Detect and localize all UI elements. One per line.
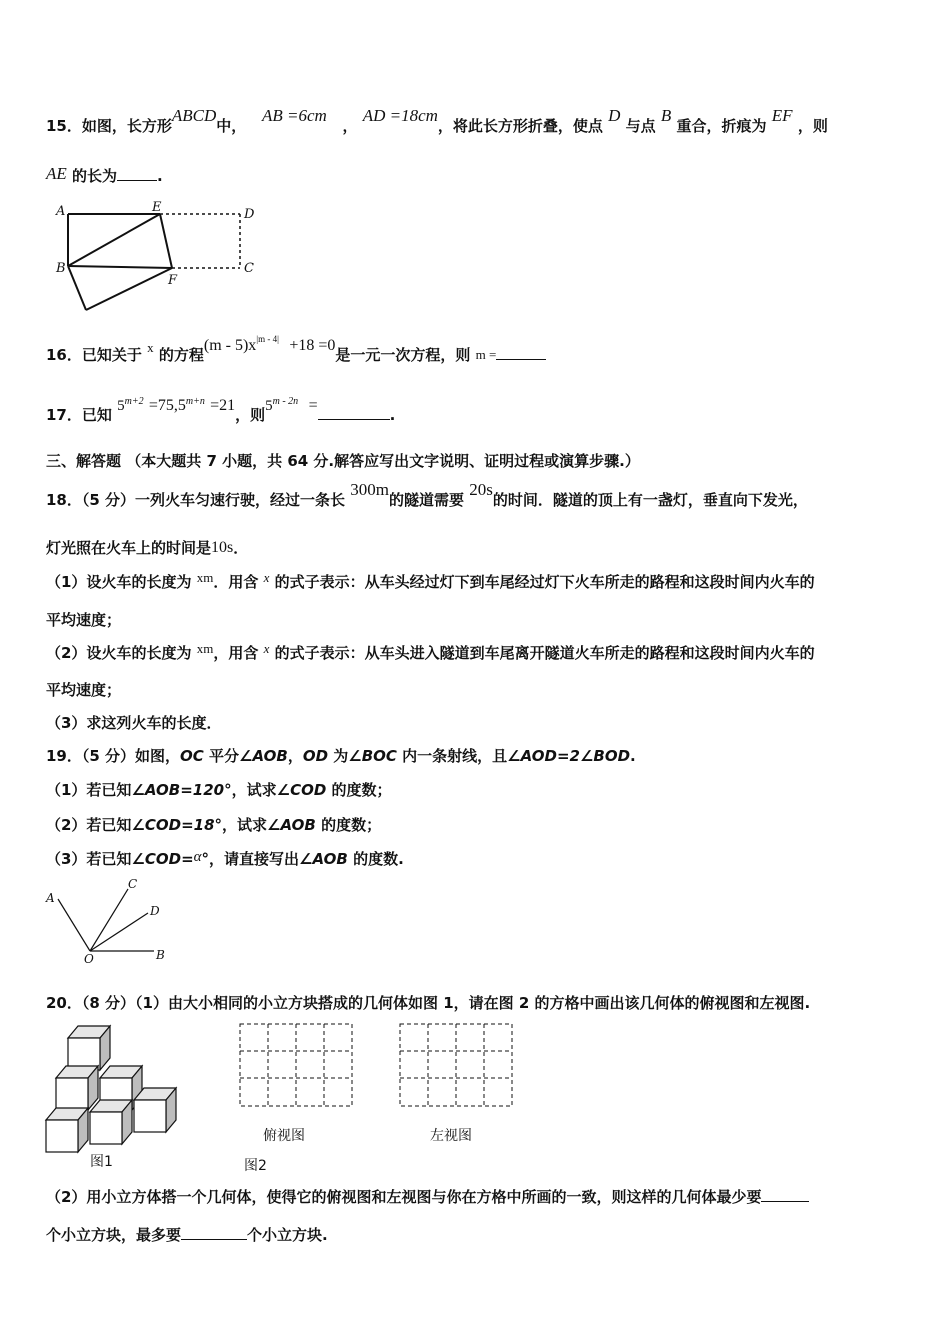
q18-p2c: 的式子表示：从车头进入隧道到车尾离开隧道火车所走的路程和这段时间内火车的 (274, 644, 815, 662)
q15-ask: 的长为 (72, 167, 118, 185)
q18-tunnel-length: 300m (350, 480, 390, 499)
q20-p2c: 个小立方块. (247, 1226, 328, 1244)
q19-p1e: 的度数； (326, 781, 392, 799)
q19-figure (40, 875, 180, 965)
q15-ab: AB =6cm (261, 106, 327, 125)
q20-max-blank[interactable] (181, 1225, 247, 1240)
q16-mid: 是一元一次方程，则 (335, 346, 471, 364)
q15-end: . (157, 167, 163, 185)
q19-label-a: A (46, 891, 55, 905)
q18-p1c: 的式子表示：从车头经过灯下到车尾经过灯下火车所走的路程和这段时间内火车的 (274, 573, 815, 591)
q19-aod-condition: AOD=2∠BOD (520, 747, 631, 765)
q19-aob: AOB (252, 747, 288, 765)
q15-ad: AD =18cm (362, 106, 438, 125)
q15-crease-be (68, 214, 160, 266)
q18-l1a: 18．（5 分）一列火车匀速行驶，经过一条长 (46, 491, 346, 509)
cube-bottom-left (46, 1108, 88, 1152)
q18-part3: （3）求这列火车的长度． (46, 714, 222, 732)
q18-part1 (46, 572, 815, 593)
q18-p2b: ，用含 (213, 644, 259, 662)
q16-answer-blank[interactable] (496, 345, 546, 360)
q15-to: 与点 (625, 117, 656, 135)
q19-l1e: 内一条射线，且∠ (396, 747, 521, 765)
q17-e3-base: 5 (265, 398, 273, 414)
q19-p2a: （2）若已知∠ (46, 816, 145, 834)
q19-part2 (46, 815, 381, 835)
q17-end: . (389, 406, 396, 424)
q18-l1c: 的时间．隧道的顶上有一盏灯，垂直向下发光， (492, 491, 808, 509)
q17-line (46, 396, 396, 428)
q15-label-e: E (152, 200, 162, 215)
q18-time: 20s (469, 480, 493, 499)
q15-label-d: D (244, 207, 255, 222)
q15-edge-bf (68, 266, 172, 268)
q19-l1f: . (630, 747, 636, 765)
q19-oc: OC (180, 747, 204, 765)
q16-eq-label: 的方程 (158, 346, 204, 364)
q15-label-c: C (244, 261, 254, 276)
q19-ray-oc (90, 889, 128, 951)
q15-point-d: D (608, 106, 621, 125)
q18-p2-xm: xm (196, 641, 214, 656)
q19-l1c: ， (287, 747, 303, 765)
left-view-caption: 左视图 (430, 1128, 472, 1144)
q19-p2d: AOB (280, 816, 316, 834)
q18-light-time: 10s (211, 539, 234, 556)
q15-label-b: B (56, 261, 66, 276)
q15-prefix: 15．如图，长方形 (46, 117, 172, 135)
cube-top (68, 1026, 110, 1070)
q17-e1-exponent: m+2 (124, 396, 144, 407)
q18-p1-xm: xm (196, 570, 214, 585)
section3-heading: 三、解答题 （本大题共 7 小题，共 64 分.解答应写出文字说明、证明过程或演算步骤.） (46, 452, 640, 470)
q15-label-f: F (168, 273, 178, 288)
q19-label-o: O (84, 952, 94, 965)
q15-figure (52, 200, 272, 315)
q15-answer-blank[interactable] (117, 166, 157, 181)
q19-p3b: COD= (144, 850, 194, 868)
q19-ray-od (90, 913, 148, 951)
q19-p1c: ，试求∠ (231, 781, 291, 799)
q18-p2-x: x (263, 641, 270, 656)
q19-p2b: COD=18° (144, 816, 223, 834)
q19-alpha: α (193, 849, 202, 865)
q20-cube-figure (42, 1020, 187, 1155)
q15-then: ，则 (797, 117, 828, 135)
q18-p1-x: x (263, 570, 270, 585)
q19-p3c: °，请直接写出∠ (201, 850, 313, 868)
q19-label-c: C (128, 877, 138, 891)
cube-bottom-right (134, 1088, 176, 1132)
fig1-caption: 图1 (90, 1154, 113, 1170)
q20-p2b: 个小立方块，最多要 (46, 1226, 182, 1244)
q18-part2-cont: 平均速度； (46, 681, 122, 699)
q18-part2 (46, 643, 815, 664)
q19-boc: BOC (361, 747, 397, 765)
q15-in: 中， (216, 117, 247, 135)
q15-folded-edge-2 (86, 268, 172, 310)
q17-equals: = (308, 397, 318, 414)
q19-p1a: （1）若已知∠ (46, 781, 145, 799)
q19-p1b: AOB=120° (144, 781, 232, 799)
q18-part1-cont: 平均速度； (46, 611, 122, 629)
q15-coincide: 重合，折痕为 (676, 117, 767, 135)
q18-p2a: （2）设火车的长度为 (46, 644, 192, 662)
q20-left-view-grid[interactable] (398, 1022, 514, 1108)
q15-folded-edge-1 (68, 266, 86, 310)
q19-ray-oa (58, 899, 90, 951)
q19-part1 (46, 780, 392, 800)
q19-p3a: （3）若已知∠ (46, 850, 145, 868)
q18-l2a: 灯光照在火车上的时间是 (46, 539, 212, 557)
q18-l2b: ． (233, 539, 249, 557)
q19-part3 (46, 849, 404, 870)
q16-eq-exponent: |m - 4| (256, 334, 279, 344)
q15-line1 (46, 106, 828, 136)
q19-p3d: AOB (312, 850, 348, 868)
q20-p2a: （2）用小立方体搭一个几何体，使得它的俯视图和左视图与你在方格中所画的一致，则这样的几何体最少要 (46, 1188, 762, 1206)
q15-line2 (46, 166, 163, 186)
q19-p1d: COD (290, 781, 327, 799)
q15-mid: ，将此长方形折叠，使点 (437, 117, 603, 135)
q15-comma: ， (342, 117, 358, 135)
q19-p2c: ，试求∠ (222, 816, 281, 834)
q15-rect-label: ABCD (171, 106, 217, 125)
q16-eq-tail: +18 =0 (289, 337, 336, 354)
q17-e3-exponent: m - 2n (272, 396, 299, 407)
q20-min-blank[interactable] (761, 1187, 809, 1202)
q17-prefix: 17．已知 (46, 406, 112, 424)
q20-line1: 20．（8 分）（1）由大小相同的小立方块搭成的几何体如图 1，请在图 2 的方格中画出该几何体的俯视图和左视图. (46, 994, 811, 1012)
q18-line1 (46, 480, 808, 510)
q20-part2-cont (46, 1225, 328, 1245)
top-view-caption: 俯视图 (263, 1128, 305, 1144)
q19-l1d: 为∠ (328, 747, 362, 765)
q15-crease-ef (160, 214, 172, 268)
q16-x: x (147, 340, 154, 355)
q19-label-b: B (156, 948, 165, 962)
q18-p1a: （1）设火车的长度为 (46, 573, 192, 591)
cube-mid-left (56, 1066, 98, 1110)
q20-top-view-grid[interactable] (238, 1022, 354, 1108)
q16-eq-main: (m - 5)x (203, 337, 257, 354)
q16-m: m = (475, 347, 497, 362)
fig2-caption: 图2 (244, 1158, 267, 1174)
q17-answer-blank[interactable] (318, 405, 390, 420)
q15-ae: AE (46, 164, 67, 183)
q15-ef: EF (771, 106, 793, 125)
cube-bottom-mid (90, 1100, 132, 1144)
q19-l1b: 平分∠ (203, 747, 253, 765)
q15-label-a: A (56, 204, 66, 219)
q19-p3e: 的度数. (347, 850, 404, 868)
q18-p1b: ．用含 (213, 573, 259, 591)
q19-l1a: 19．（5 分）如图， (46, 747, 181, 765)
q16-prefix: 16．已知关于 (46, 346, 142, 364)
q19-p2e: 的度数； (315, 816, 382, 834)
q19-line1 (46, 746, 636, 766)
q19-label-d: D (150, 904, 160, 918)
q17-e1-base: 5 (117, 398, 125, 414)
q18-l1b: 的隧道需要 (389, 491, 465, 509)
q19-od: OD (302, 747, 329, 765)
q17-e2-value: =21 (210, 397, 236, 414)
q18-line2 (46, 538, 248, 559)
q16-line (46, 334, 546, 367)
q17-e1-value: =75,5 (148, 397, 186, 414)
q20-part2 (46, 1187, 809, 1207)
q17-then: ，则 (235, 406, 266, 424)
q17-e2-exponent: m+n (185, 396, 205, 407)
q15-point-b: B (660, 106, 672, 125)
